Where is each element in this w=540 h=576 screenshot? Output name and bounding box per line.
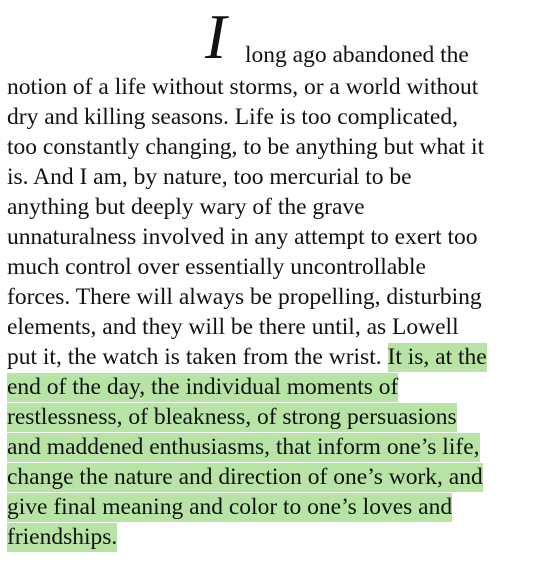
highlight-segment[interactable]: end of the day, the individual moments of <box>7 374 399 400</box>
text-line-16 <box>7 492 452 522</box>
text-line-15 <box>7 462 483 492</box>
text-line-7: unnaturalness involved in any attempt to exert too <box>7 224 478 250</box>
highlight-segment[interactable]: friendships. <box>7 524 118 550</box>
text-line-3: dry and killing seasons. Life is too complicated, <box>7 104 458 130</box>
text-line-11 <box>7 342 487 372</box>
text-line-13 <box>7 402 457 432</box>
highlight-segment[interactable]: and maddened enthusiasms, that inform one’s life, <box>7 434 480 460</box>
text-line-10: elements, and they will be there until, as Lowell <box>7 314 459 340</box>
highlight-segment[interactable]: change the nature and direction of one’s work, and <box>7 464 483 490</box>
text-line-12 <box>7 372 398 402</box>
text-line-5: is. And I am, by nature, too mercurial to be <box>7 164 412 190</box>
text-line-2: notion of a life without storms, or a world without <box>7 74 479 100</box>
text-line-6: anything but deeply wary of the grave <box>7 194 365 220</box>
text-line-17 <box>7 522 117 552</box>
text-line-9: forces. There will always be propelling, disturbing <box>7 284 482 310</box>
drop-cap: I <box>205 1 227 72</box>
highlight-segment[interactable]: restlessness, of bleakness, of strong persuasions <box>7 404 457 430</box>
text-line-14 <box>7 432 480 462</box>
text-line-8: much control over essentially uncontrollable <box>7 254 426 280</box>
text-line-11-plain: put it, the watch is taken from the wrist. <box>7 344 388 370</box>
highlight-segment[interactable]: It is, at the <box>387 344 487 370</box>
text-line-4: too constantly changing, to be anything but what it <box>7 134 485 160</box>
highlight-segment[interactable]: give final meaning and color to one’s loves and <box>7 494 453 520</box>
text-line-1: long ago abandoned the <box>245 42 469 68</box>
